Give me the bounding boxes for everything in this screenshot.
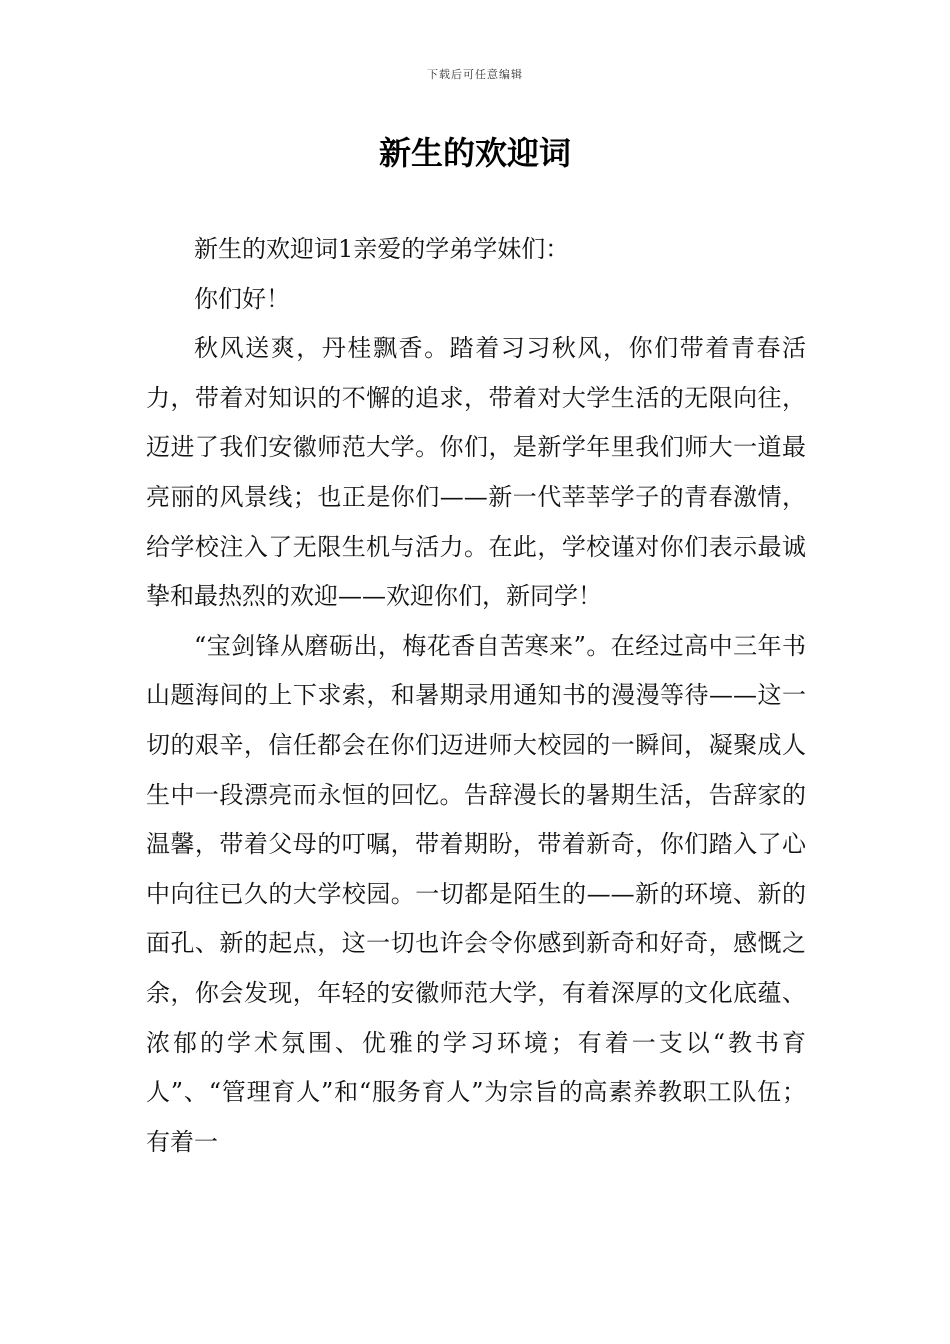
paragraph-journey: “宝剑锋从磨砺出，梅花香自苦寒来”。在经过高中三年书山题海间的上下求索，和暑期录用通知书的漫漫等待——这一切的艰辛，信任都会在你们迈进师大校园的一瞬间，凝聚成人生中一段漂亮而永恒的回忆。告辞漫长的暑期生活，告辞家的温馨，带着父母的叮嘱，带着期盼，带着新奇，你们踏入了心中向往已久的大学校园。一切都是陌生的——新的环境、新的面孔、新的起点，这一切也许会令你感到新奇和好奇，感慨之余，你会发现，年轻的安徽师范大学，有着深厚的文化底蕴、浓郁的学术氛围、优雅的学习环境；有着一支以“教书育人”、“管理育人”和“服务育人”为宗旨的高素养教职工队伍；有着一 [146, 631, 806, 1156]
paragraph-hello: 你们好！ [194, 284, 290, 313]
document-title: 新生的欢迎词 [378, 134, 571, 172]
document-body [146, 225, 806, 1167]
header-note: 下载后可任意编辑 [427, 68, 523, 81]
paragraph-greeting: 新生的欢迎词1亲爱的学弟学妹们： [194, 235, 570, 263]
paragraph-welcome: 秋风送爽，丹桂飘香。踏着习习秋风，你们带着青春活力，带着对知识的不懈的追求，带着对大学生活的无限向往，迈进了我们安徽师范大学。你们，是新学年里我们师大一道最亮丽的风景线；也正是你们——新一代莘莘学子的青春激情，给学校注入了无限生机与活力。在此，学校谨对你们表示最诚挚和最热烈的欢迎——欢迎你们，新同学！ [146, 334, 806, 611]
